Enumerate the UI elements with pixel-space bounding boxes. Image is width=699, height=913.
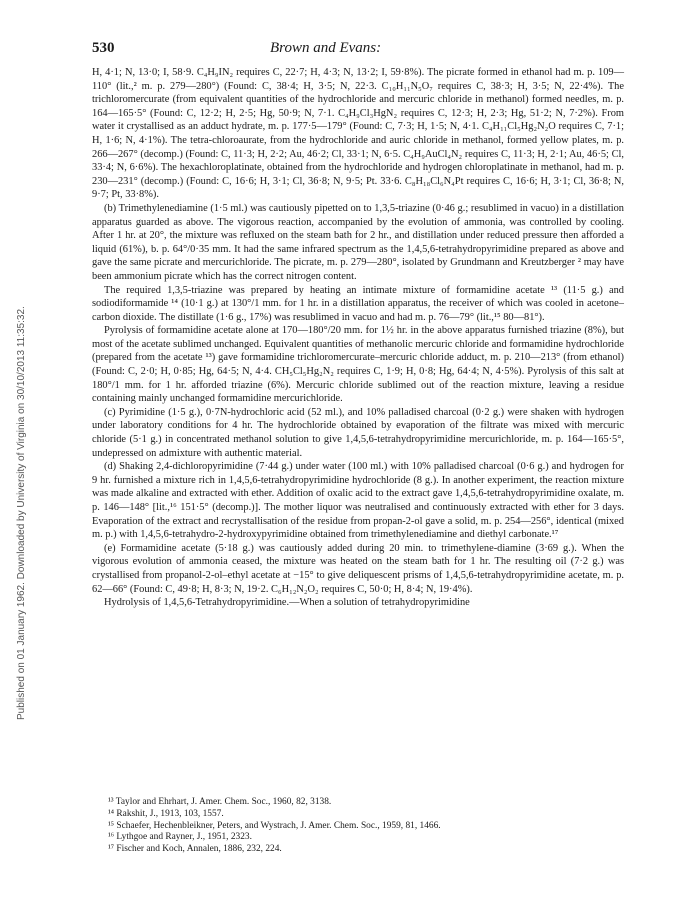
download-note: Published on 01 January 1962. Downloaded by University of Virginia on 30/10/2013 11:35:32. [16, 306, 27, 720]
footnote: ¹⁶ Lythgoe and Rayner, J., 1951, 2323. [108, 832, 252, 843]
running-head: Brown and Evans: [270, 40, 382, 56]
paragraph-d: (d) Shaking 2,4-dichloropyrimidine (7·44 g.) under water (100 ml.) with 10% palladised charcoal (0·6 g.) and hydrogen for 9 hr. furnished a mixture rich in 1,4,5,6-tetrahydropyrimidine hydrochloride (8 g.). In another experiment, the reaction mixture was made alkaline and extracted with ether. Addition of oxalic acid to the extract gave 1,4,5,6-tetrahydropyrimidine oxalate, m. p. 146—148° [lit.,¹⁶ 151·5° (decomp.)]. The mother liquor was neutralised and continuously extracted with ether for 3 days. Evaporation of the extract and recrystallisation of the residue from propan-2-ol gave a solid, m. p. 254—256°, identical (mixed m. p.) with 1,4,5,6-tetrahydro-2-hydroxypyrimidine obtained from trimethylenediamine and diethyl carbonate.¹⁷ [92, 461, 624, 541]
download-watermark [4, 120, 27, 720]
paragraph-b: (b) Trimethylenediamine (1·5 ml.) was cautiously pipetted on to 1,3,5-triazine (0·46 g.; resublimed in vacuo) in a distillation apparatus guarded as above. The vigorous reaction, accompanied by the evolution of ammonia, was controlled by cooling. After 1 hr. at 20°, the mixture was refluxed on the steam bath for 2 hr., and distillation under reduced pressure then afforded a liquid (61%), b. p. 64°/0·35 mm. It had the same infrared spectrum as the 1,4,5,6-tetrahydropyrimidine prepared as above and gave the same picrate and mercurichloride. The picrate, m. p. 279—280°, isolated by Grundmann and Kreutzberger ² may have been ammonium picrate which has the correct nitrogen content. [92, 202, 624, 282]
footnotes [92, 797, 624, 856]
footnote: ¹⁷ Fischer and Koch, Annalen, 1886, 232, 224. [108, 844, 282, 855]
paragraph-c: (c) Pyrimidine (1·5 g.), 0·7N-hydrochloric acid (52 ml.), and 10% palladised charcoal (0·2 g.) were shaken with hydrogen under laboratory conditions for 4 hr. The hydrochloride obtained by evaporation of the filtrate was mixed with mercuric chloride (5·1 g.) in concentrated methanol solution to give 1,4,5,6-tetrahydropyrimidine mercurichloride, m. p. 164—165·5°, undepressed on admixture with authentic material. [92, 406, 624, 459]
footnote: ¹³ Taylor and Ehrhart, J. Amer. Chem. Soc., 1960, 82, 3138. [108, 797, 332, 807]
paragraph-e: (e) Formamidine acetate (5·18 g.) was cautiously added during 20 min. to trimethylene-diamine (3·69 g.). When the vigorous evolution of ammonia ceased, the mixture was heated on the steam bath for 1 hr. The resulting oil (7·2 g.) was crystallised from propanol-2-ol–ethyl acetate at −15° to give deliquescent prisms of 1,4,5,6-tetrahydropyrimidine acetate, m. p. 62—66° (Found: C, 49·8; H, 8·3; N, 19·2. C₆H₁₂N₂O₂ requires C, 50·0; H, 8·4; N, 19·4%). [92, 542, 624, 595]
footnote: ¹⁵ Schaefer, Hechenbleikner, Peters, and Wystrach, J. Amer. Chem. Soc., 1959, 81, 1466. [108, 820, 441, 831]
footnote: ¹⁴ Rakshit, J., 1913, 103, 1557. [108, 808, 224, 819]
page-header [92, 40, 612, 60]
article-body [92, 66, 624, 610]
paragraph-triazine-prep: The required 1,3,5-triazine was prepared by heating an intimate mixture of formamidine acetate ¹³ (11·5 g.) and sodiodiformamide ¹⁴ (10·1 g.) at 130°/1 mm. for 1 hr. in a distillation apparatus, the receiver of which was cooled in acetone–carbon dioxide. The distillate (1·6 g., 17%) was resublimed in vacuo and had m. p. 76—79° (lit.,¹⁵ 80—81°). [92, 284, 624, 323]
page-number: 530 [92, 40, 115, 56]
paragraph-hydrolysis: Hydrolysis of 1,4,5,6-Tetrahydropyrimidine.—When a solution of tetrahydropyrimidine [104, 597, 470, 609]
paragraph-continued: H, 4·1; N, 13·0; I, 58·9. C₄H₉IN₂ requires C, 22·7; H, 4·3; N, 13·2; I, 59·8%). The picrate formed in ethanol had m. p. 109—110° (lit.,² m. p. 279—280°) (Found: C, 38·4; H, 3·5; N, 22·3. C₁₀H₁₁N₅O₇ requires C, 38·3; H, 3·5; N, 22·4%). The trichloromercurate (from equivalent quantities of the hydrochloride and mercuric chloride in methanol) formed needles, m. p. 164—165·5° (Found: C, 12·2; H, 2·5; Hg, 50·9; N, 7·1. C₄H₉Cl₃HgN₂ requires C, 12·3; H, 2·3; Hg, 51·2; N, 7·2%). From water it crystallised as an adduct hydrate, m. p. 177·5—179° (Found: C, 7·3; H, 1·5; N, 4·1. C₄H₁₁Cl₅Hg₂N₂O requires C, 7·1; H, 1·6; N, 4·1%). The tetra-chloroaurate, from the hydrochloride and auric chloride in methanol, formed yellow plates, m. p. 266—267° (decomp.) (Found: C, 11·3; H, 2·2; Au, 46·2; Cl, 33·1; N, 6·5. C₄H₉AuCl₄N₂ requires C, 11·3; H, 2·1; Au, 46·5; Cl, 33·4; N, 6·6%). The hexachloroplatinate, obtained from the hydrochloride and hydrogen chloroplatinate in methanol, had m. p. 230—231° (decomp.) (Found: C, 16·6; H, 3·1; Cl, 36·8; N, 9·5; Pt. 33·6. C₈H₁₈Cl₆N₄Pt requires C, 16·6; H, 3·1; Cl, 36·8; N, 9·7; Pt, 33·8%). [92, 67, 624, 201]
paragraph-pyrolysis: Pyrolysis of formamidine acetate alone at 170—180°/20 mm. for 1½ hr. in the above apparatus furnished triazine (8%), but most of the acetate sublimed unchanged. Equivalent quantities of methanolic mercuric chloride and formamidine hydrochloride (prepared from the acetate ¹³) gave formamidine trichloromercurate–mercuric chloride adduct, m. p. 210—213° (from ethanol) (Found: C, 2·0; H, 0·85; Hg, 64·5; N, 4·4. CH₅Cl₅Hg₂N₂ requires C, 1·9; H, 0·8; Hg, 64·4; N, 4·5%). Pyrolysis of this salt at 180°/1 mm. for 1 hr. afforded triazine (6%). Mercuric chloride sublimed out of the reaction mixture, leaving a residue containing mainly unchanged formamidine mercurichloride. [92, 325, 624, 405]
